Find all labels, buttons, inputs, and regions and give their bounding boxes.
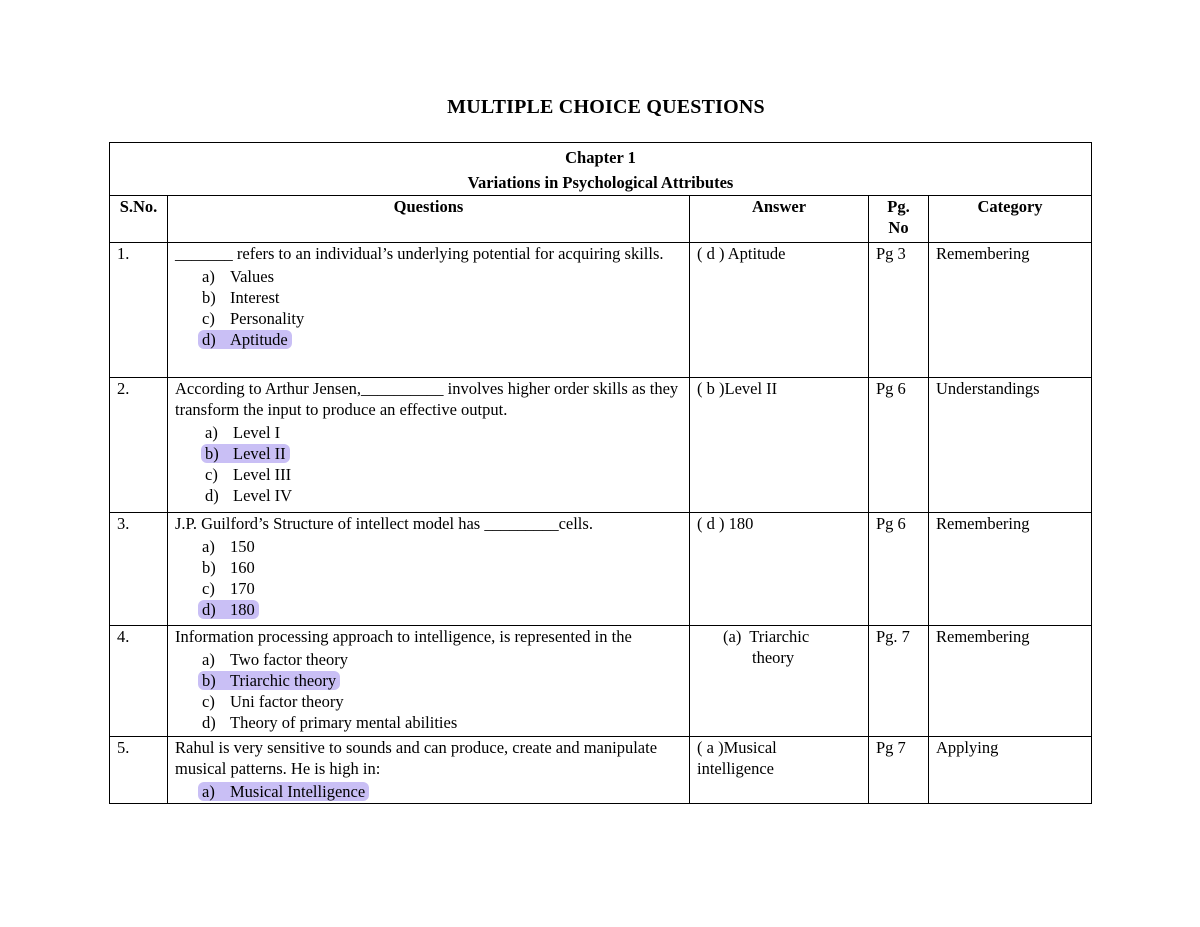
options-list <box>175 781 682 802</box>
row-sno: 2. <box>110 378 168 513</box>
row-answer-line2: theory <box>752 648 795 667</box>
question-stem: Information processing approach to intelligence, is represented in the <box>175 627 632 646</box>
header-questions: Questions <box>168 196 690 243</box>
option-item-correct <box>202 670 682 691</box>
table-row <box>110 626 1092 737</box>
option-item-correct <box>205 443 682 464</box>
column-header-row <box>110 196 1092 243</box>
mcq-table <box>109 142 1092 804</box>
row-sno: 3. <box>110 513 168 626</box>
options-list <box>175 649 682 733</box>
option-item <box>202 691 682 712</box>
header-page-line2: No <box>888 218 909 237</box>
table-row <box>110 243 1092 378</box>
option-letter: b) <box>202 288 216 307</box>
option-letter: c) <box>202 692 215 711</box>
option-item <box>202 557 682 578</box>
header-category: Category <box>929 196 1092 243</box>
row-answer: ( d ) Aptitude <box>690 243 869 378</box>
correct-highlight <box>198 782 369 801</box>
row-category: Understandings <box>929 378 1092 513</box>
option-letter: b) <box>205 444 219 463</box>
row-page: Pg. 7 <box>869 626 929 737</box>
option-item <box>205 422 682 443</box>
row-page: Pg 7 <box>869 737 929 804</box>
option-letter: c) <box>202 579 215 598</box>
row-category: Remembering <box>929 626 1092 737</box>
question-stem: _______ refers to an individual’s underlying potential for acquiring skills. <box>175 244 664 263</box>
table-row <box>110 378 1092 513</box>
row-question-cell <box>168 243 690 378</box>
row-category: Remembering <box>929 243 1092 378</box>
option-text: Level II <box>233 444 286 463</box>
row-question-cell <box>168 513 690 626</box>
chapter-title: Variations in Psychological Attributes <box>467 173 734 192</box>
header-sno: S.No. <box>110 196 168 243</box>
row-answer: ( b )Level II <box>690 378 869 513</box>
option-letter: d) <box>202 600 216 619</box>
row-answer-line1: ( a )Musical <box>697 738 777 757</box>
option-text: 150 <box>230 537 255 556</box>
option-text: Interest <box>230 288 280 307</box>
correct-highlight <box>198 600 259 619</box>
option-text: Personality <box>230 309 305 328</box>
page-title: MULTIPLE CHOICE QUESTIONS <box>447 96 765 118</box>
option-item <box>202 536 682 557</box>
option-item-correct <box>202 329 682 350</box>
row-page: Pg 6 <box>869 378 929 513</box>
options-list <box>175 266 682 350</box>
option-text: Theory of primary mental abilities <box>230 713 458 732</box>
option-letter: a) <box>202 537 215 556</box>
chapter-header-row <box>110 143 1092 196</box>
option-letter: a) <box>205 423 218 442</box>
question-stem: J.P. Guilford’s Structure of intellect model has _________cells. <box>175 514 593 533</box>
option-text: Level III <box>233 465 292 484</box>
option-item-correct <box>202 599 682 620</box>
options-list <box>175 536 682 620</box>
header-answer: Answer <box>690 196 869 243</box>
option-letter: c) <box>202 309 215 328</box>
option-text: 170 <box>230 579 255 598</box>
option-text: Aptitude <box>230 330 288 349</box>
option-item <box>202 712 682 733</box>
question-stem: According to Arthur Jensen,__________ involves higher order skills as they transform the input to produce an effective output. <box>175 379 679 419</box>
option-text: Musical Intelligence <box>230 782 366 801</box>
row-sno: 1. <box>110 243 168 378</box>
question-stem: Rahul is very sensitive to sounds and can produce, create and manipulate musical patterns. He is high in: <box>175 738 658 778</box>
correct-highlight <box>198 330 292 349</box>
row-answer-line2: intelligence <box>697 759 774 778</box>
row-answer-cell <box>690 626 869 737</box>
row-category: Remembering <box>929 513 1092 626</box>
row-sno: 5. <box>110 737 168 804</box>
option-item-correct <box>202 781 682 802</box>
option-text: 160 <box>230 558 255 577</box>
option-letter: b) <box>202 671 216 690</box>
option-letter: d) <box>202 713 216 732</box>
option-letter: b) <box>202 558 216 577</box>
option-letter: d) <box>202 330 216 349</box>
correct-highlight <box>201 444 290 463</box>
chapter-cell <box>110 143 1092 196</box>
option-letter: a) <box>202 650 215 669</box>
correct-highlight <box>198 671 340 690</box>
option-letter: d) <box>205 486 219 505</box>
row-question-cell <box>168 737 690 804</box>
row-answer-cell <box>690 737 869 804</box>
option-text: Values <box>230 267 274 286</box>
option-letter: a) <box>202 267 215 286</box>
option-item <box>205 464 682 485</box>
header-page <box>869 196 929 243</box>
options-list <box>175 422 682 506</box>
option-text: Level IV <box>233 486 293 505</box>
option-letter: a) <box>202 782 215 801</box>
header-page-line1: Pg. <box>887 197 910 216</box>
row-page: Pg 3 <box>869 243 929 378</box>
option-item <box>202 649 682 670</box>
table-row <box>110 513 1092 626</box>
option-text: Two factor theory <box>230 650 348 669</box>
option-item <box>205 485 682 506</box>
option-item <box>202 266 682 287</box>
option-text: Level I <box>233 423 281 442</box>
option-item <box>202 578 682 599</box>
option-text: Uni factor theory <box>230 692 344 711</box>
row-question-cell <box>168 378 690 513</box>
row-page: Pg 6 <box>869 513 929 626</box>
table-row <box>110 737 1092 804</box>
chapter-label: Chapter 1 <box>565 148 636 167</box>
row-answer: ( d ) 180 <box>690 513 869 626</box>
option-item <box>202 287 682 308</box>
option-text: 180 <box>230 600 255 619</box>
option-text: Triarchic theory <box>230 671 337 690</box>
row-question-cell <box>168 626 690 737</box>
row-sno: 4. <box>110 626 168 737</box>
row-answer-line1: (a) Triarchic <box>723 627 810 646</box>
option-letter: c) <box>205 465 218 484</box>
option-item <box>202 308 682 329</box>
row-category: Applying <box>929 737 1092 804</box>
